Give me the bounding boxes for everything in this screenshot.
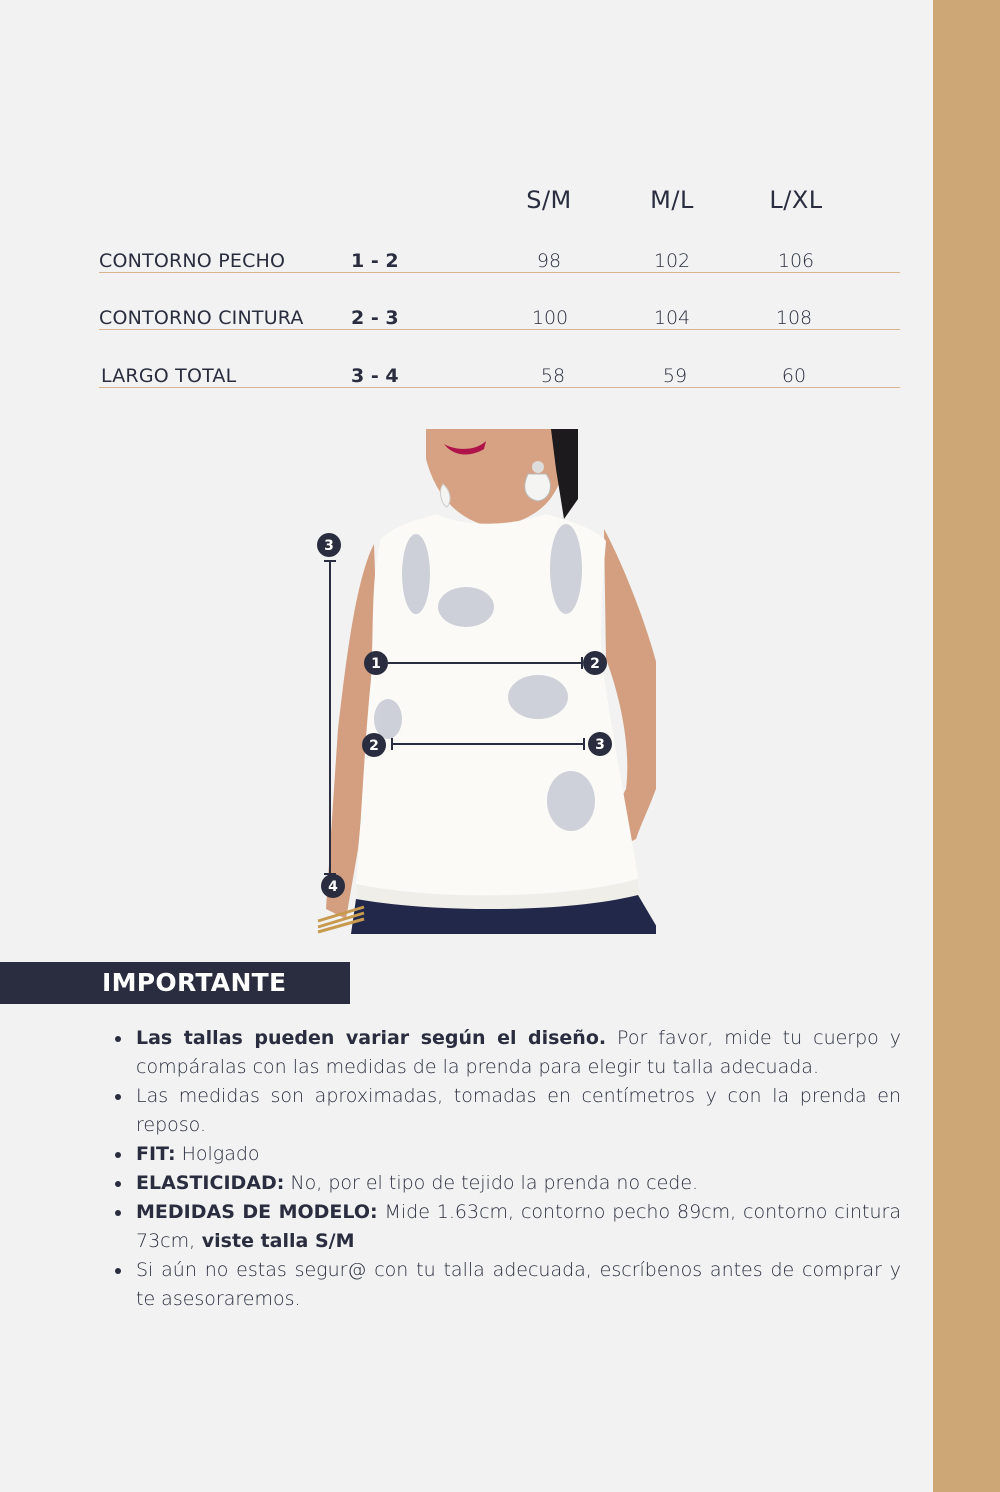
size-header-sm: S/M <box>526 186 572 214</box>
marker-2-right-icon <box>583 651 607 675</box>
marker-label: 3 <box>324 538 334 554</box>
note-text: No, por el tipo de tejido la prenda no cede. <box>284 1172 699 1194</box>
note-bold: FIT: <box>136 1143 176 1165</box>
list-item <box>110 1198 901 1256</box>
row-value-lxl: 60 <box>781 365 807 387</box>
side-accent-stripe <box>933 0 1000 1492</box>
marker-label: 2 <box>590 656 600 672</box>
row-value-ml: 59 <box>662 365 688 387</box>
marker-label: 2 <box>369 738 379 754</box>
list-item <box>110 1024 901 1082</box>
note-bold: ELASTICIDAD: <box>136 1172 285 1194</box>
list-item <box>110 1169 901 1198</box>
row-points: 3 - 4 <box>351 365 399 387</box>
important-title: IMPORTANTE <box>102 968 287 997</box>
table-row <box>99 299 900 330</box>
note-bold: MEDIDAS DE MODELO: <box>136 1201 378 1223</box>
row-value-sm: 98 <box>536 250 562 272</box>
marker-2-left-icon <box>362 733 386 757</box>
important-banner <box>0 962 350 1004</box>
note-bold-end: viste talla S/M <box>195 1230 355 1252</box>
note-text: Por favor, mide tu cuerpo y compáralas con las medidas de la prenda para elegir tu talla adecuada. <box>136 1027 901 1078</box>
model-photo <box>316 429 656 934</box>
table-row <box>99 242 900 273</box>
list-item <box>110 1140 901 1169</box>
marker-label: 3 <box>595 737 605 753</box>
row-value-ml: 104 <box>653 307 691 329</box>
row-value-lxl: 108 <box>775 307 813 329</box>
note-text: Mide 1.63cm, contorno pecho 89cm, contorno cintura 73cm, <box>136 1201 901 1252</box>
row-points: 2 - 3 <box>351 307 399 329</box>
marker-label: 1 <box>371 656 381 672</box>
marker-1-icon <box>364 651 388 675</box>
row-value-sm: 100 <box>531 307 569 329</box>
notes-list <box>110 1024 901 1314</box>
note-text: Las medidas son aproximadas, tomadas en centímetros y con la prenda en reposo. <box>136 1085 901 1136</box>
note-text: Holgado <box>175 1143 260 1165</box>
row-value-sm: 58 <box>540 365 566 387</box>
marker-3-top-icon <box>317 533 341 557</box>
marker-label: 4 <box>328 879 338 895</box>
note-bold: Las tallas pueden variar según el diseño. <box>136 1027 607 1049</box>
size-header-lxl: L/XL <box>769 186 823 214</box>
list-item <box>110 1082 901 1140</box>
measurement-markers <box>316 429 656 934</box>
row-value-ml: 102 <box>653 250 691 272</box>
row-points: 1 - 2 <box>351 250 399 272</box>
note-text: Si aún no estas segur@ con tu talla adecuada, escríbenos antes de comprar y te asesoraremos. <box>136 1259 901 1310</box>
marker-3-right-icon <box>588 732 612 756</box>
table-row <box>99 357 900 388</box>
row-value-lxl: 106 <box>777 250 815 272</box>
size-header-ml: M/L <box>650 186 694 214</box>
list-item <box>110 1256 901 1314</box>
marker-4-icon <box>321 874 345 898</box>
row-label: LARGO TOTAL <box>101 365 237 387</box>
row-label: CONTORNO PECHO <box>99 250 286 272</box>
row-label: CONTORNO CINTURA <box>99 307 304 329</box>
